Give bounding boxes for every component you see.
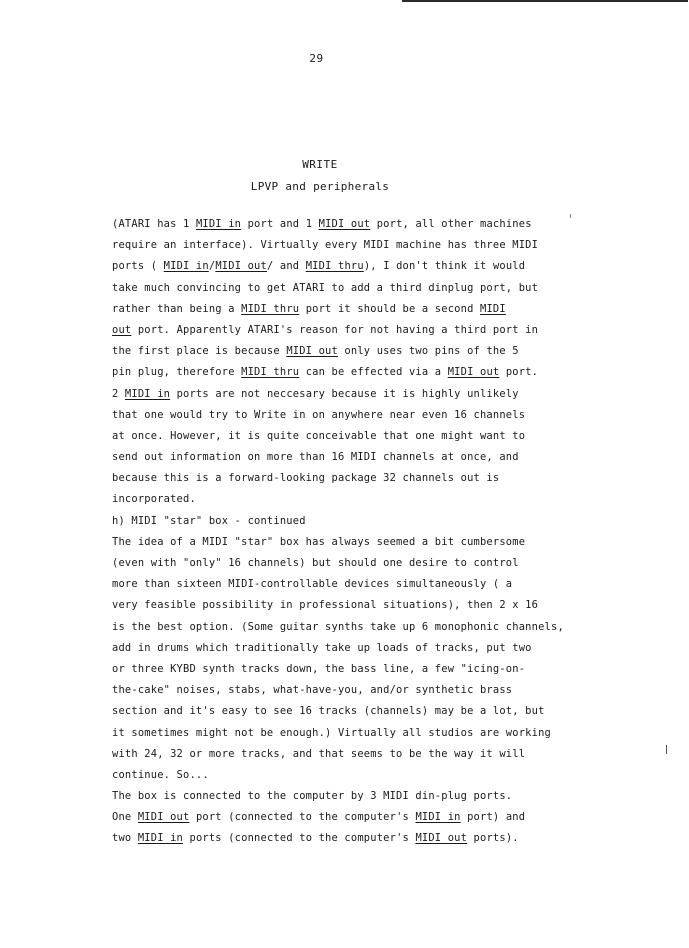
text-run: (ATARI has 1: [112, 218, 196, 230]
text-run: ports are not neccesary because it is highly unlikely: [170, 387, 519, 400]
text-run: or three KYBD synth tracks down, the bass line, a few "icing-on-: [112, 662, 526, 675]
text-line: [112, 341, 582, 362]
text-run: continue. So...: [112, 768, 209, 781]
text-run: rather than being a: [112, 302, 242, 315]
page-number: 29: [309, 52, 324, 65]
underlined-term: MIDI out: [447, 366, 500, 379]
underlined-term: MIDI thru: [305, 260, 364, 273]
text-run: h) MIDI "star" box - continued: [112, 514, 306, 527]
text-line: [112, 511, 582, 532]
scan-edge-mark: [402, 0, 688, 2]
underlined-term: MIDI out: [137, 811, 190, 824]
text-run: can be effected via a: [299, 366, 448, 379]
text-line: [112, 680, 582, 701]
text-run: The idea of a MIDI "star" box has always seemed a bit cumbersome: [112, 535, 526, 548]
text-line: [112, 659, 582, 680]
text-run: ), I don't think it would: [363, 260, 526, 273]
text-run: (even with "only" 16 channels) but should one desire to control: [112, 557, 519, 569]
text-line: [112, 744, 582, 765]
text-run: more than sixteen MIDI-controllable devices simultaneously ( a: [112, 578, 513, 591]
text-line: [112, 278, 582, 299]
text-line: [112, 532, 582, 553]
text-line: [112, 638, 582, 659]
text-run: port) and: [460, 811, 526, 824]
underlined-term: MIDI out: [318, 218, 371, 230]
text-run: the-cake" noises, stabs, what-have-you, and/or synthetic brass: [112, 684, 513, 697]
text-run: ports).: [467, 832, 519, 845]
text-line: [112, 765, 582, 786]
text-line: [112, 299, 582, 320]
text-run: port.: [499, 366, 539, 379]
text-line: [112, 553, 582, 574]
text-run: add in drums which traditionally take up loads of tracks, put two: [112, 641, 532, 654]
text-run: port, all other machines: [370, 218, 532, 230]
underlined-term: MIDI in: [415, 811, 461, 824]
text-line: [112, 828, 582, 849]
text-run: require an interface). Virtually every MIDI machine has three MIDI: [112, 239, 539, 252]
text-line: [112, 235, 582, 256]
text-run: only uses two pins of the 5: [337, 345, 519, 358]
text-run: ports (connected to the computer's: [183, 832, 416, 845]
underlined-term: MIDI in: [124, 387, 171, 400]
text-run: port and 1: [241, 218, 319, 230]
text-line: [112, 617, 582, 638]
text-run: / and: [266, 260, 306, 273]
body-text: [112, 214, 582, 850]
text-run: The box is connected to the computer by 3 MIDI din-plug ports.: [112, 790, 513, 803]
text-line: [112, 256, 582, 277]
text-line: [112, 489, 582, 510]
text-line: [112, 468, 582, 489]
underlined-term: MIDI in: [137, 832, 184, 845]
text-run: incorporated.: [112, 493, 196, 506]
underlined-term: MIDI thru: [241, 302, 300, 315]
underlined-term: MIDI: [480, 302, 506, 315]
text-run: with 24, 32 or more tracks, and that seems to be the way it will: [112, 747, 526, 760]
text-run: because this is a forward-looking package 32 channels out is: [112, 472, 500, 485]
text-run: the first place is because: [112, 345, 287, 358]
text-line: [112, 723, 582, 744]
underlined-term: MIDI thru: [241, 366, 300, 379]
underlined-term: MIDI out: [215, 260, 267, 273]
text-run: port (connected to the computer's: [189, 811, 416, 824]
text-run: One: [112, 811, 138, 824]
text-run: pin plug, therefore: [112, 366, 242, 379]
text-run: section and it's easy to see 16 tracks (channels) may be a lot, but: [112, 705, 545, 718]
underlined-term: MIDI in: [195, 218, 242, 230]
text-line: [112, 447, 582, 468]
text-line: [112, 362, 582, 383]
section-title: WRITE: [302, 158, 338, 171]
text-run: /: [208, 260, 216, 273]
text-line: [112, 595, 582, 616]
text-line: [112, 426, 582, 447]
text-line: [112, 384, 582, 405]
text-line: [112, 701, 582, 722]
underlined-term: MIDI in: [163, 260, 209, 273]
section-subtitle: LPVP and peripherals: [250, 180, 390, 193]
text-run: port it should be a second: [299, 302, 480, 315]
text-run: port. Apparently ATARI's reason for not having a third port in: [131, 323, 539, 336]
text-line: [112, 405, 582, 426]
text-run: at once. However, it is quite conceivable that one might want to: [112, 429, 526, 442]
text-run: it sometimes might not be enough.) Virtually all studios are working: [112, 726, 551, 739]
text-line: [112, 214, 582, 235]
text-run: 2: [112, 387, 125, 400]
underlined-term: MIDI out: [415, 832, 468, 845]
scan-margin-tick: [666, 745, 667, 754]
text-line: [112, 320, 582, 341]
underlined-term: out: [112, 323, 132, 336]
text-run: is the best option. (Some guitar synths take up 6 monophonic channels,: [112, 620, 564, 633]
underlined-term: MIDI out: [286, 345, 338, 358]
text-line: [112, 807, 582, 828]
text-run: take much convincing to get ATARI to add a third dinplug port, but: [112, 281, 539, 294]
text-run: send out information on more than 16 MIDI channels at once, and: [112, 451, 519, 464]
text-run: ports (: [112, 260, 164, 273]
text-run: two: [112, 832, 138, 845]
text-line: [112, 574, 582, 595]
text-line: [112, 786, 582, 807]
text-run: very feasible possibility in professional situations), then 2 x 16: [112, 599, 539, 612]
text-run: that one would try to Write in on anywhere near even 16 channels: [112, 408, 526, 421]
